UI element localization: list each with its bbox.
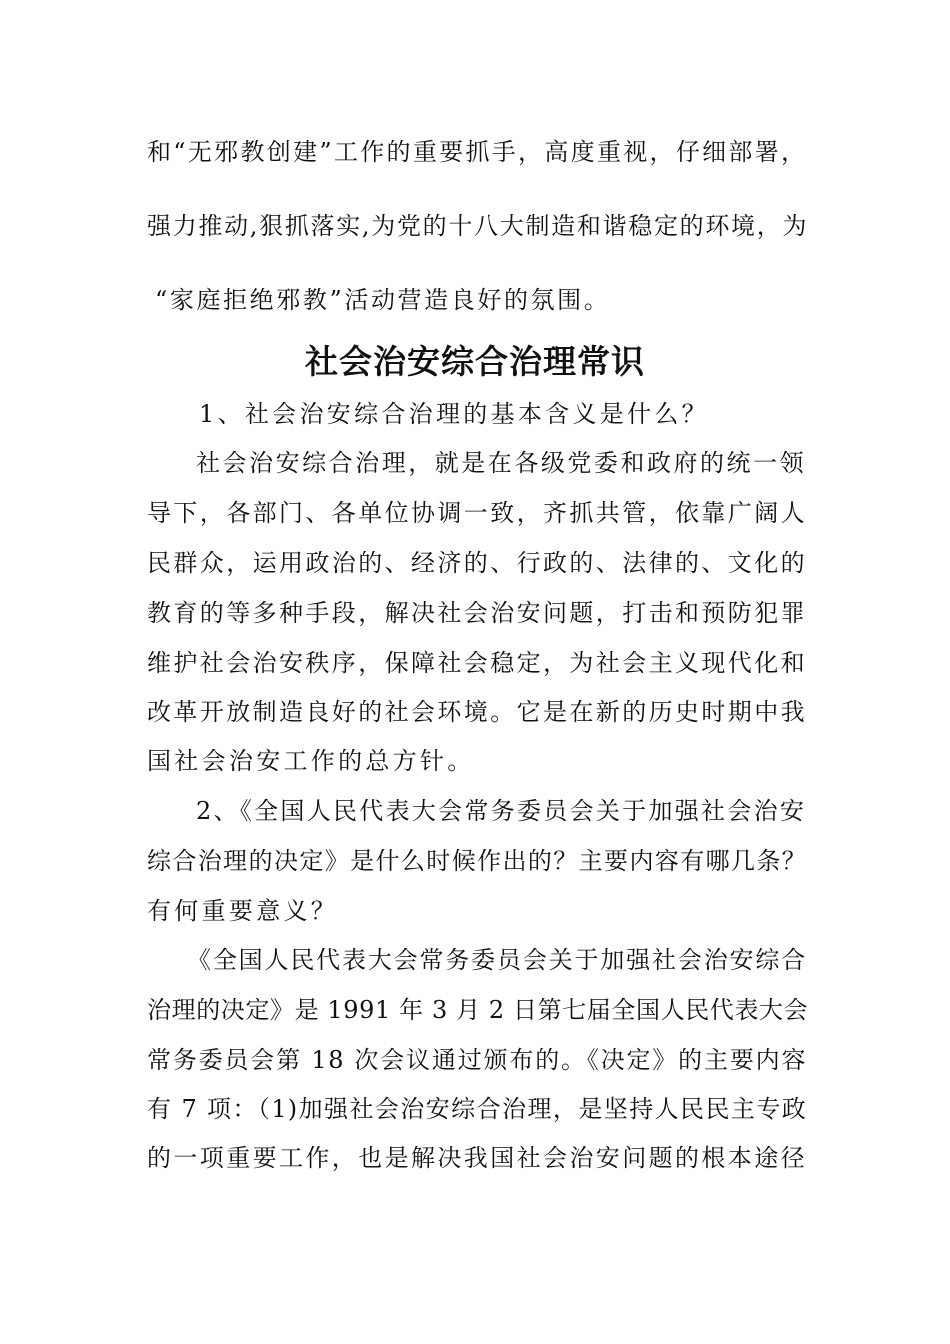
- question-2-line-2: 综合治理的决定》是什么时候作出的？主要内容有哪几条？: [147, 847, 807, 875]
- answer-2-line-5: 的一项重要工作，也是解决我国社会治安问题的根本途径: [147, 1144, 807, 1172]
- answer-2-line-4: 有 7 项：（1)加强社会治安综合治理，是坚持人民民主专政: [147, 1095, 807, 1123]
- question-1-text: 1、社会治安综合治理的基本含义是什么？: [199, 400, 709, 428]
- answer-1-line-7: 国社会治安工作的总方针。: [147, 747, 475, 775]
- answer-1-line-4: 教育的等多种手段，解决社会治安问题，打击和预防犯罪: [147, 599, 807, 627]
- question-2-line-1: 2、《全国人民代表大会常务委员会关于加强社会治安: [196, 797, 806, 825]
- intro-line-3: “家庭拒绝邪教”活动营造良好的氛围。: [155, 286, 611, 314]
- answer-1-line-2: 导下，各部门、各单位协调一致，齐抓共管，依靠广阔人: [147, 499, 807, 527]
- intro-line-1: 和“无邪教创建”工作的重要抓手，高度重视，仔细部署，: [147, 138, 808, 166]
- intro-line-2: 强力推动,狠抓落实,为党的十八大制造和谐稳定的环境，为: [147, 212, 809, 240]
- question-2-line-3: 有何重要意义？: [147, 897, 339, 925]
- answer-2-line-1: 《全国人民代表大会常务委员会关于加强社会治安综合: [187, 946, 807, 974]
- answer-1-line-5: 维护社会治安秩序，保障社会稳定，为社会主义现代化和: [147, 649, 807, 677]
- answer-2-line-3: 常务委员会第 18 次会议通过颁布的。《决定》的主要内容: [147, 1046, 807, 1074]
- answer-1-line-1: 社会治安综合治理，就是在各级党委和政府的统一领: [196, 449, 806, 477]
- section-title: 社会治安综合治理常识: [305, 342, 645, 381]
- answer-2-line-2: 治理的决定》是 1991 年 3 月 2 日第七届全国人民代表大会: [147, 996, 809, 1024]
- answer-1-line-3: 民群众，运用政治的、经济的、行政的、法律的、文化的: [147, 549, 807, 577]
- answer-1-line-6: 改革开放制造良好的社会环境。它是在新的历史时期中我: [147, 698, 807, 726]
